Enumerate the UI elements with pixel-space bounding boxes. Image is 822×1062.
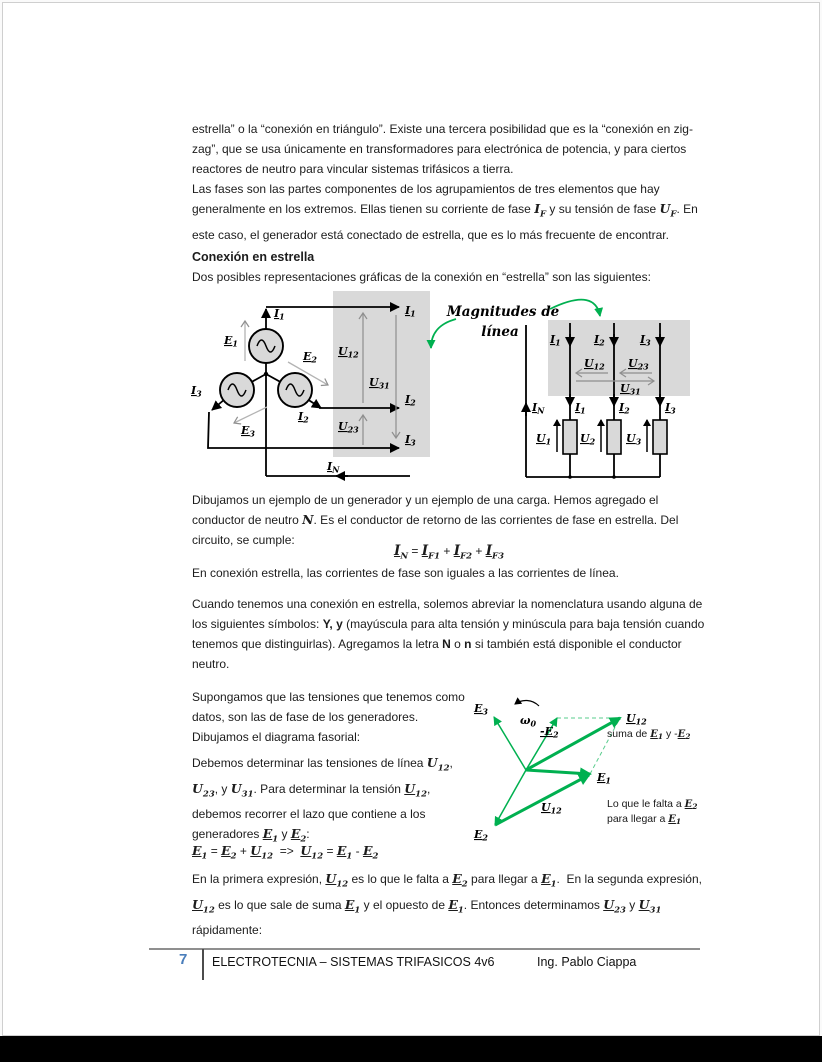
label-i3-top: $I_3$ <box>640 333 651 348</box>
paragraph-primera-expresion: En la primera expresión, $U_{12}$ es lo que le falta a $E_2$ para llegar a $E_1$. En la segunda expresión, $U_{12}$ es lo que sale de suma $E_1$ y el opuesto de $E_1$. Entonces determinamos $U_{23}$ y $U_{31}$ rápidamente: <box>192 871 702 937</box>
footer-author: Ing. Pablo Ciappa <box>537 955 637 969</box>
footer-rule <box>149 948 700 950</box>
label-u12-sum: $U_{12}$ <box>626 712 647 727</box>
load-3 <box>653 420 667 454</box>
paragraph-en-conexion: En conexión estrella, las corrientes de fase son iguales a las corrientes de línea. <box>192 566 619 580</box>
label-i1-generator: $I_1$ <box>274 307 285 322</box>
label-u1: $U_1$ <box>536 432 552 447</box>
label-e3: $E_3$ <box>241 424 255 439</box>
label-in-left: $I_N$ <box>327 460 340 475</box>
label-in-right: $I_N$ <box>532 401 545 416</box>
section-heading: Conexión en estrella <box>192 250 315 264</box>
paragraph-dibujamos: Dibujamos un ejemplo de un generador y un ejemplo de una carga. Hemos agregado el conductor de neutro N. Es el conductor de retorno de las corrientes de fase en estrella. Del circuito, se cumple: <box>192 493 679 547</box>
footer-title: ELECTROTECNIA – SISTEMAS TRIFASICOS 4v6 <box>212 955 495 969</box>
label-u12-left: $U_{12}$ <box>338 345 359 360</box>
label-i2-mid: $I_2$ <box>619 401 630 416</box>
generator-star-diagram <box>190 291 430 476</box>
label-u12-right: $U_{12}$ <box>584 357 605 372</box>
magnitudes-label-line1: Magnitudes de <box>446 304 560 320</box>
label-e2: $E_2$ <box>303 350 317 365</box>
label-i3-generator: $I_3$ <box>191 384 202 399</box>
magnitudes-label-line2: línea <box>481 324 519 340</box>
callout-arrow-left <box>431 319 456 348</box>
neutral-current-formula: $I_N = I_{F1} + I_{F2} + I_{F3}$ <box>393 543 504 562</box>
label-i2-line: $I_2$ <box>405 393 416 408</box>
label-u31-right: $U_{31}$ <box>620 382 641 397</box>
label-i1-mid: $I_1$ <box>575 401 586 416</box>
page-number: 7 <box>179 951 188 968</box>
label-e3-phasor: $E_3$ <box>474 702 488 717</box>
vector-e1 <box>526 770 590 774</box>
load-2 <box>607 420 621 454</box>
label-i3-mid: $I_3$ <box>665 401 676 416</box>
label-u23-left: $U_{23}$ <box>338 420 359 435</box>
label-u2: $U_2$ <box>580 432 596 447</box>
label-i1-line: $I_1$ <box>405 304 416 319</box>
label-i3-line: $I_3$ <box>405 433 416 448</box>
label-e2-phasor: $E_2$ <box>474 828 488 843</box>
label-i2-top: $I_2$ <box>594 333 605 348</box>
paragraph-zigzag: estrella” o la “conexión en triángulo”. Existe una tercera posibilidad que es la “conexión en zig-zag”, que se usa únicamente en transformadores para electrónica de potencia, y para ciertos reactores de neutro para vincular sistemas trifásicos a tierra. <box>192 122 693 176</box>
window-bottom-bar <box>0 1036 822 1062</box>
star-connection-diagrams <box>188 286 698 491</box>
label-u31-left: $U_{31}$ <box>369 376 390 391</box>
paragraph-fases: Las fases son las partes componentes de los agrupamientos de tres elementos que hay generalmente en los extremos. Ellas tienen su corriente de fase $I_F$ y su tensión de fase $U_F$. En este caso, el generador está conectado de estrella, que es lo más frecuente de encontrar. <box>192 182 698 242</box>
document-page <box>2 2 820 1036</box>
loop-equation: $E_1 = E_2 + U_{12} => U_{12} = E_1 - E_2$ <box>192 843 379 862</box>
phasor-diagram <box>461 691 711 853</box>
label-i1-top: $I_1$ <box>550 333 561 348</box>
label-u12-gap: $U_{12}$ <box>541 801 562 816</box>
load-star-diagram <box>526 320 690 479</box>
paragraph-supongamos: Supongamos que las tensiones que tenemos como datos, son las de fase de los generadores. Dibujamos el diagrama fasorial: <box>192 690 465 744</box>
paragraph-nomenclatura: Cuando tenemos una conexión en estrella, solemos abreviar la nomenclatura usando alguna de los siguientes símbolos: Y, y (mayúscula para alta tensión y minúscula para baja tensión cuando tenemos que distinguirlas). Agregamos la letra N o n si también está disponible el conductor neutro. <box>192 597 705 671</box>
label-e1: $E_1$ <box>224 334 238 349</box>
paragraph-dos-posibles: Dos posibles representaciones gráficas de la conexión en “estrella” son las siguientes: <box>192 270 651 284</box>
intro-paragraphs <box>192 119 706 245</box>
paragraph-debemos: Debemos determinar las tensiones de línea $U_{12}$, $U_{23}$, y $U_{31}$. Para determinar la tensión $U_{12}$, debemos recorrer el lazo que contiene a los generadores $E_1$ y $E_2$: <box>192 755 453 845</box>
label-minus-e2: $-E_2$ <box>540 725 559 740</box>
label-omega0: $\omega_0$ <box>520 714 537 729</box>
label-e1-phasor: $E_1$ <box>597 771 611 786</box>
e3-direction-arrow <box>234 407 267 423</box>
rotation-arrow <box>515 700 539 706</box>
label-u3: $U_3$ <box>626 432 642 447</box>
label-i2-generator: $I_2$ <box>298 410 309 425</box>
phasor-annotation-falta: Lo que le falta a E2 <box>607 798 698 811</box>
footer-divider <box>202 949 204 980</box>
label-u23-right: $U_{23}$ <box>628 357 649 372</box>
phasor-annotation-llegar: para llegar a E1 <box>607 813 682 826</box>
load-1 <box>563 420 577 454</box>
phasor-annotation-sum: suma de E1 y -E2 <box>607 728 691 741</box>
